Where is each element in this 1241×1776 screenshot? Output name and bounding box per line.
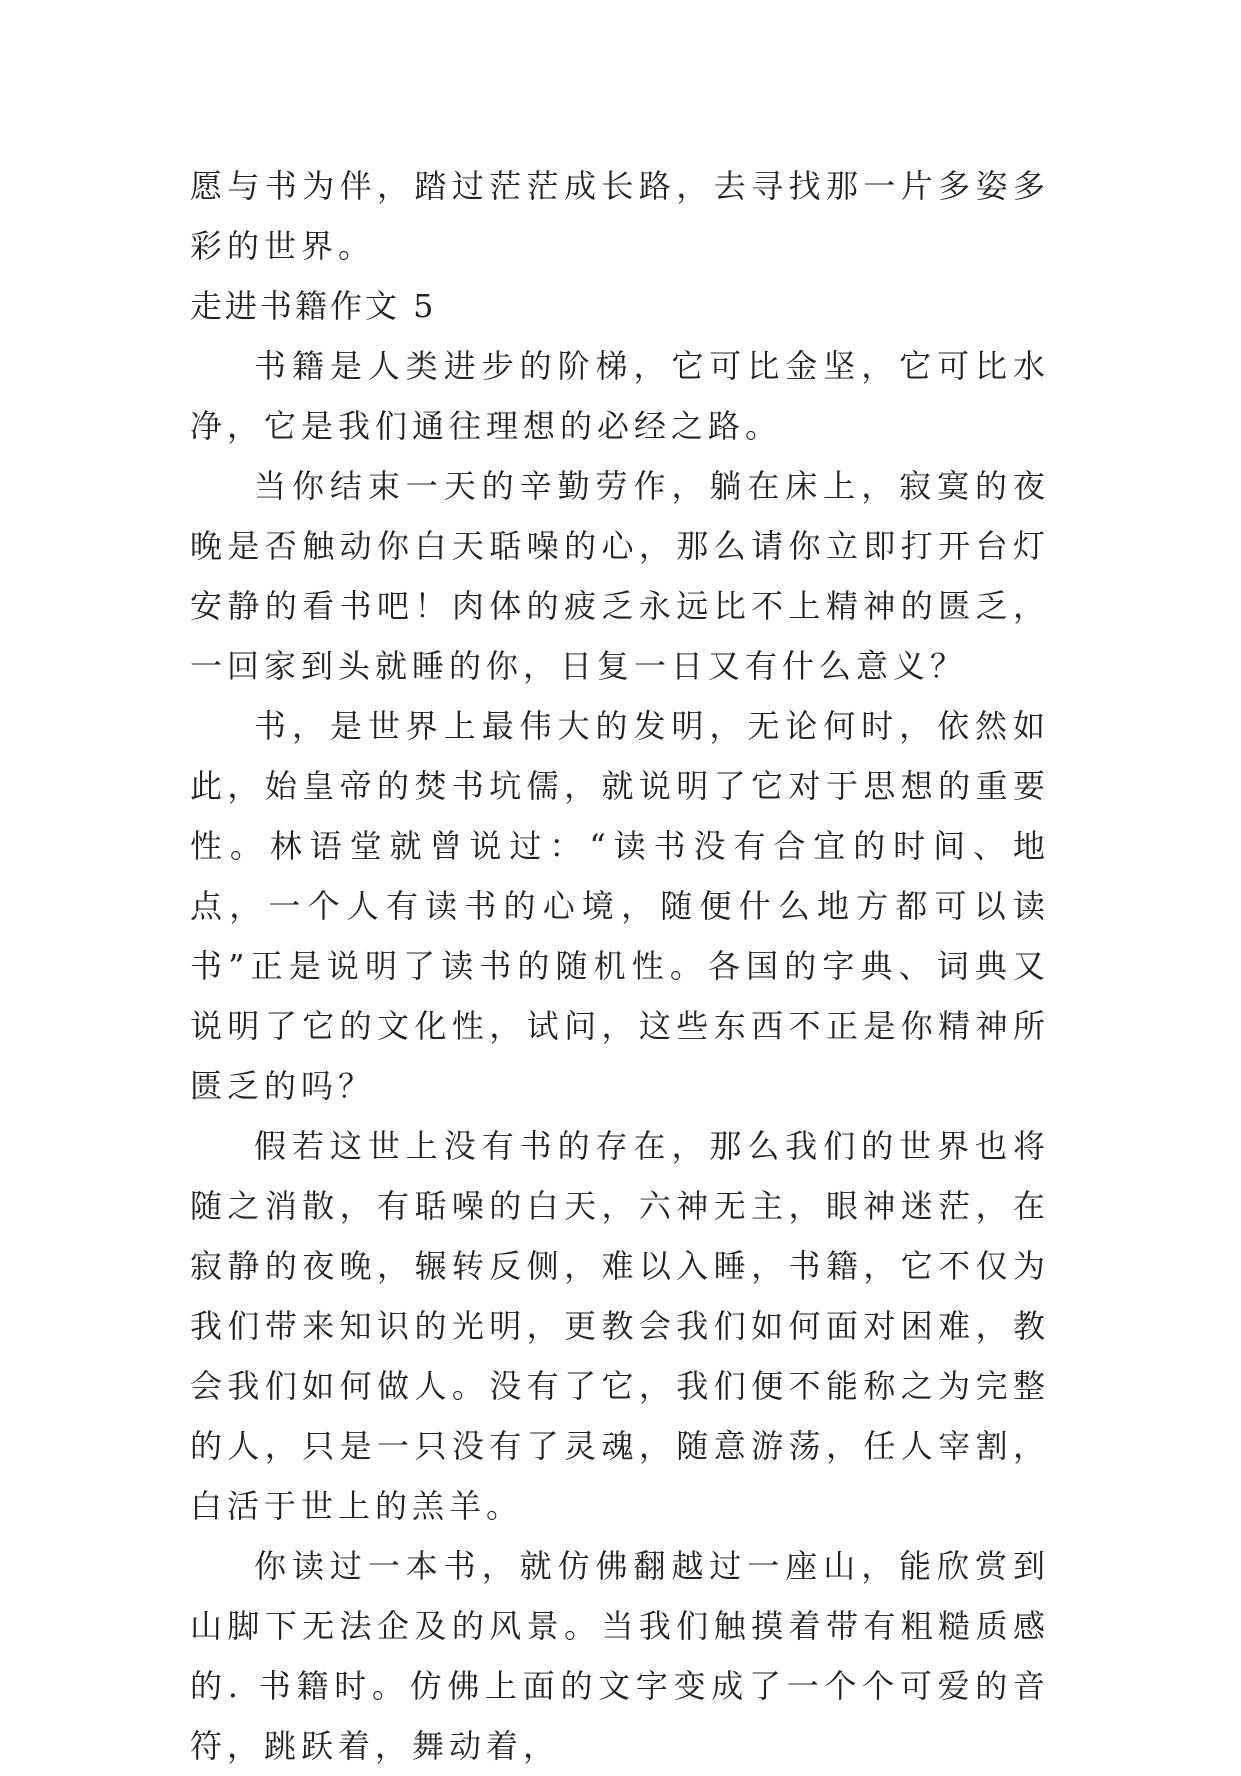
body-paragraph: 当你结束一天的辛勤劳作，躺在床上，寂寞的夜晚是否触动你白天聒噪的心，那么请你立即打开台灯安静的看书吧！肉体的疲乏永远比不上精神的匮乏，一回家到头就睡的你，日复一日又有什么意义？ xyxy=(190,467,1050,685)
continuation-paragraph: 愿与书为伴，踏过茫茫成长路，去寻找那一片多姿多彩的世界。 xyxy=(190,167,1050,265)
document-body xyxy=(190,156,1050,1776)
body-paragraph: 假若这世上没有书的存在，那么我们的世界也将随之消散，有聒噪的白天，六神无主，眼神迷茫，在寂静的夜晚，辗转反侧，难以入睡，书籍，它不仅为我们带来知识的光明，更教会我们如何面对困难，教会我们如何做人。没有了它，我们便不能称之为完整的人，只是一只没有了灵魂，随意游荡，任人宰割，白活于世上的羔羊。 xyxy=(190,1127,1050,1525)
body-paragraph: 你读过一本书，就仿佛翻越过一座山，能欣赏到山脚下无法企及的风景。当我们触摸着带有粗糙质感的. 书籍时。仿佛上面的文字变成了一个个可爱的音符，跳跃着，舞动着， xyxy=(190,1547,1050,1765)
body-paragraph: 书，是世界上最伟大的发明，无论何时，依然如此，始皇帝的焚书坑儒，就说明了它对于思想的重要性。林语堂就曾说过：“读书没有合宜的时间、地点，一个人有读书的心境，随便什么地方都可以读书”正是说明了读书的随机性。各国的字典、词典又说明了它的文化性，试问，这些东西不正是你精神所匮乏的吗？ xyxy=(190,707,1050,1105)
body-paragraph: 书籍是人类进步的阶梯，它可比金坚，它可比水净，它是我们通往理想的必经之路。 xyxy=(190,347,1050,445)
section-title: 走进书籍作文 5 xyxy=(190,287,437,325)
